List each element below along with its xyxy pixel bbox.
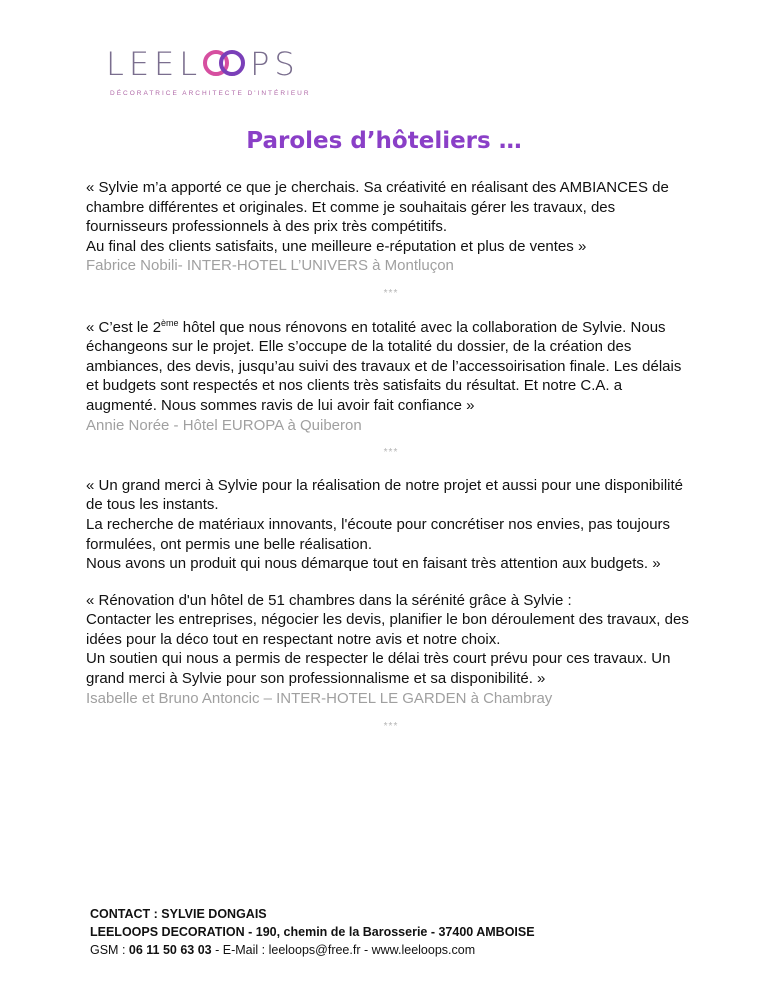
- logo: [106, 44, 311, 104]
- testimonial-1-author: Fabrice Nobili- INTER-HOTEL L’UNIVERS à Montluçon: [86, 257, 454, 275]
- separator: ***: [383, 721, 399, 733]
- contact-phone: 06 11 50 63 03: [128, 943, 212, 957]
- contact-address: LEELOOPS DECORATION - 190, chemin de la Barosserie - 37400 AMBOISE: [90, 925, 535, 939]
- page-title: Paroles d’hôteliers …: [246, 128, 522, 154]
- contact-details: GSM : 06 11 50 63 03 - E-Mail : leeloops@free.fr - www.leeloops.com: [90, 943, 476, 957]
- logo-tagline: DÉCORATRICE ARCHITECTE D'INTÉRIEUR: [110, 90, 311, 97]
- testimonial-2-quote: « C’est le 2ème hôtel que nous rénovons en totalité avec la collaboration de Sylvie. Nous échangeons sur le projet. Elle s’occupe de la totalité du dossier, de la création des ambiances, des devis, jusqu’au suivi des travaux et de l’accessoirisation finale. Les délais et budgets sont respectés et nos clients très satisfaits du résultat. Et notre C.A. a augmenté. Nous sommes ravis de lui avoir fait confiance »: [86, 317, 682, 414]
- testimonial-2-author: Annie Norée - Hôtel EUROPA à Quiberon: [86, 416, 362, 434]
- testimonial-3-quote: « Un grand merci à Sylvie pour la réalisation de notre projet et aussi pour une disponibilité de tous les instants. La recherche de matériaux innovants, l'écoute pour concrétiser nos envies, pas toujours formulées, ont permis une belle réalisation. Nous avons un produit qui nous démarque tout en faisant très attention aux budgets. »: [86, 476, 684, 573]
- contact-email[interactable]: leeloops@free.fr: [268, 943, 361, 957]
- logo-rings-icon: [203, 46, 247, 80]
- contact-website[interactable]: www.leeloops.com: [371, 943, 476, 957]
- testimonial-4-quote: « Rénovation d'un hôtel de 51 chambres dans la sérénité grâce à Sylvie : Contacter les entreprises, négocier les devis, planifier le bon déroulement des travaux, des idées pour la déco tout en respectant notre avis et notre choix. Un soutien qui nous a permis de respecter le délai très court prévu pour ces travaux. Un grand merci à Sylvie pour son professionnalisme et sa disponibilité. »: [86, 591, 689, 688]
- logo-word-start: LEEL: [106, 45, 203, 83]
- contact-name: CONTACT : SYLVIE DONGAIS: [90, 907, 267, 921]
- testimonial-1-quote: « Sylvie m’a apporté ce que je cherchais. Sa créativité en réalisant des AMBIANCES de chambre différentes et originales. Et comme je souhaitais gérer les travaux, des fournisseurs professionnels à des prix très compétitifs. Au final des clients satisfaits, une meilleure e-réputation et plus de ventes »: [86, 179, 669, 255]
- separator: ***: [383, 447, 399, 459]
- testimonial-4-author: Isabelle et Bruno Antoncic – INTER-HOTEL LE GARDEN à Chambray: [86, 689, 553, 707]
- logo-wordmark: [106, 44, 300, 84]
- logo-word-end: PS: [250, 45, 300, 83]
- testimonials: [86, 178, 696, 737]
- separator: ***: [383, 287, 399, 299]
- contact-block: [90, 905, 690, 959]
